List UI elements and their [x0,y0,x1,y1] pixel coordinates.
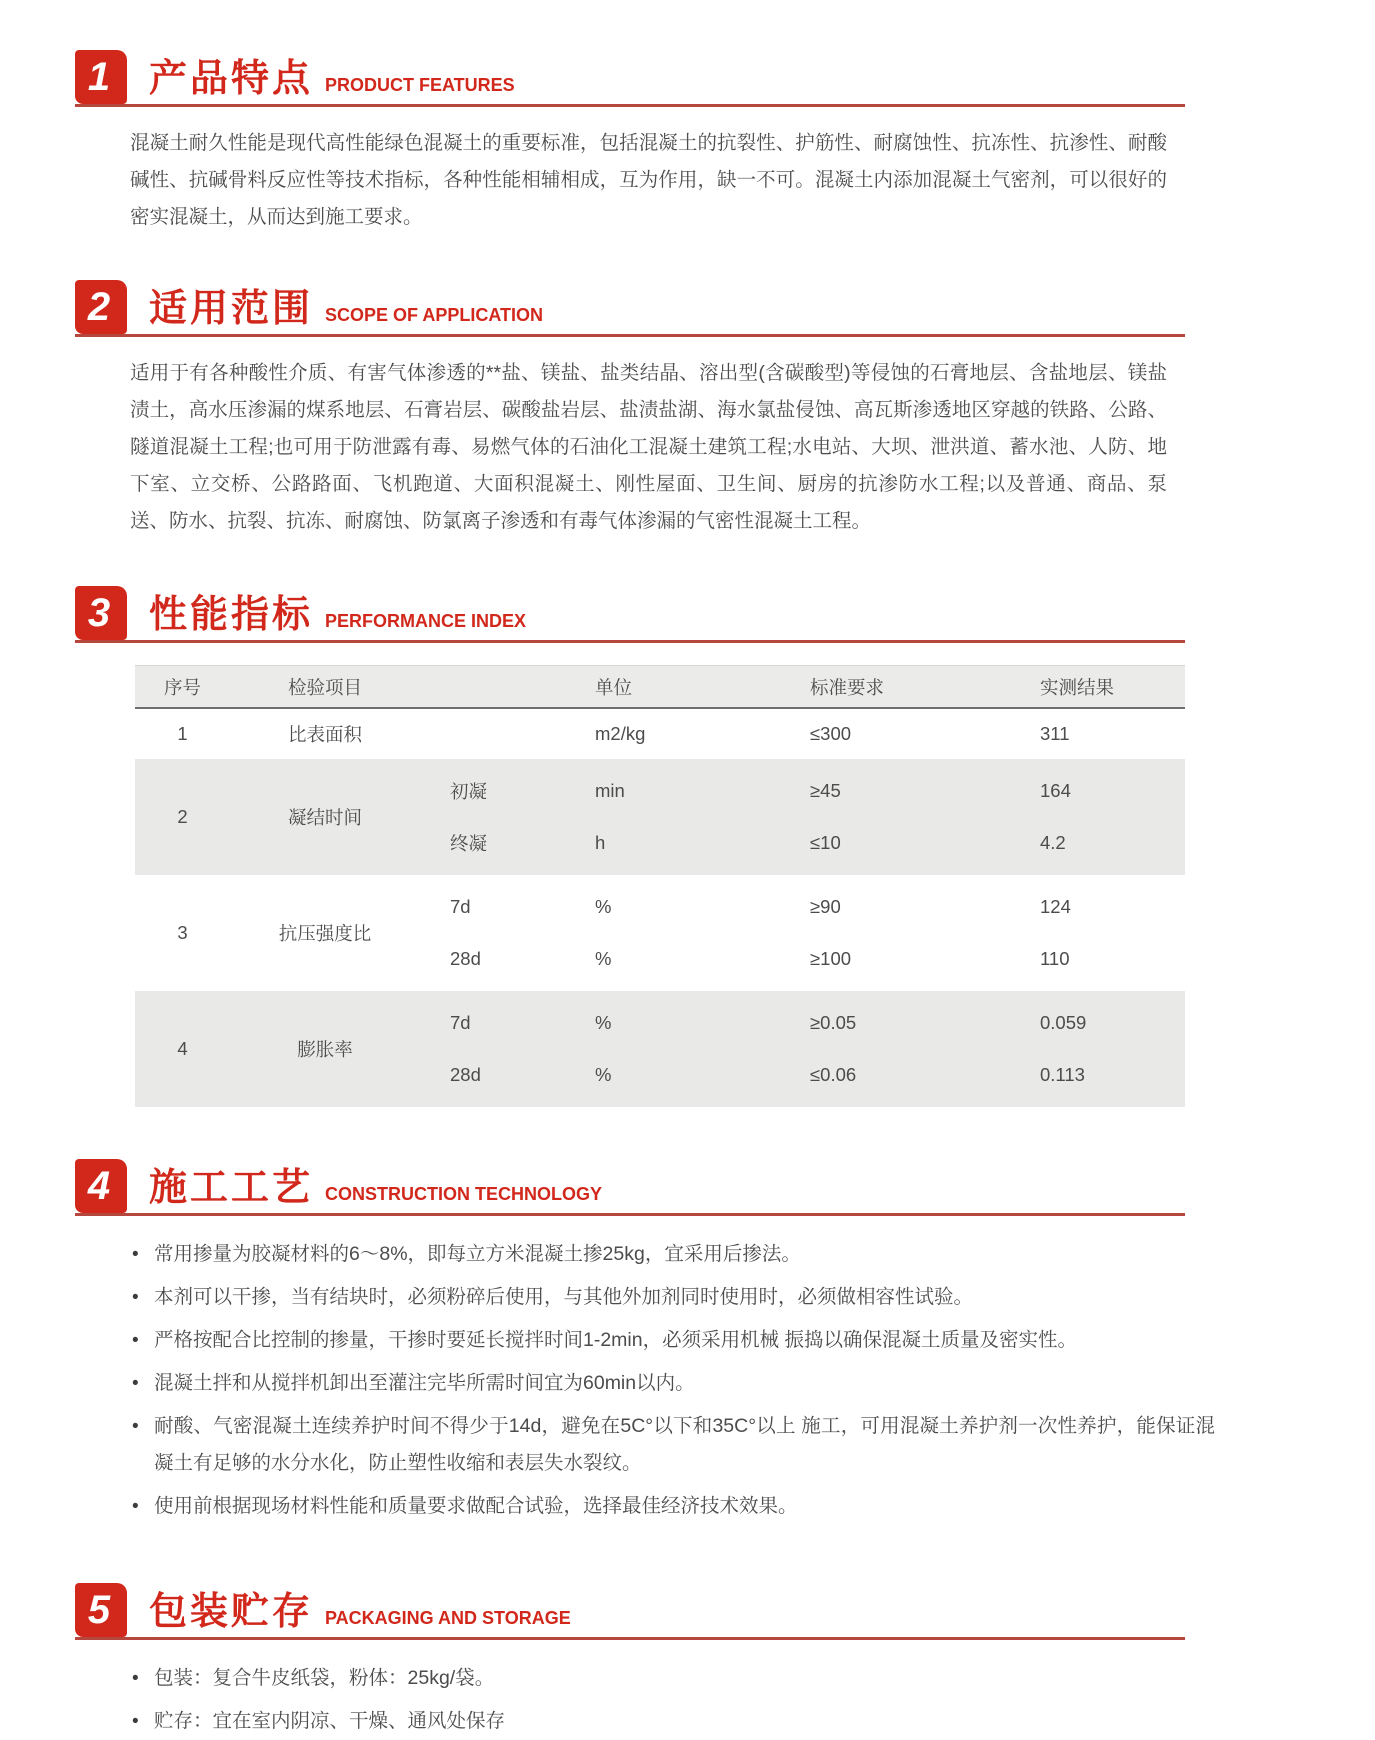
section-titles [149,1169,602,1213]
table-row [135,759,1185,875]
section-title-en: PRODUCT FEATURES [325,75,515,95]
header-item: 检验项目 [287,676,362,698]
section-construction-technology [75,1159,1215,1525]
cell-unit: % [595,948,612,969]
table-header-row [135,665,1185,709]
construction-bullet-list [130,1236,1215,1525]
header-result: 实测结果 [1040,676,1115,698]
cell-sub: 28d [450,1064,481,1085]
section-number: 1 [87,55,111,99]
cell-standard: ≥0.05 [810,1012,857,1033]
section-header [75,50,1185,107]
section-title-zh: 产品特点 [149,58,314,100]
list-item: • 使用前根据现场材料性能和质量要求做配合试验，选择最佳经济技术效果。 [130,1488,1215,1525]
cell-no: 3 [177,922,188,943]
section-header [75,280,1185,337]
cell-standard: ≤300 [810,723,852,744]
cell-sub: 7d [450,1012,471,1033]
table-row [135,709,1185,759]
cell-standard: ≤0.06 [810,1064,857,1085]
header-no: 序号 [163,676,201,698]
section-header [75,1159,1185,1216]
cell-standard: ≥90 [810,896,841,917]
cell-unit: % [595,896,612,917]
section-title-zh: 性能指标 [149,594,314,636]
cell-no: 1 [177,723,188,744]
section-product-features [75,50,1185,236]
cell-unit: min [595,780,625,801]
cell-sub: 28d [450,948,481,969]
section-titles [149,596,526,640]
cell-standard: ≤10 [810,832,841,853]
section-header [75,586,1185,643]
section-paragraph: 适用于有各种酸性介质、有害气体渗透的**盐、镁盐、盐类结晶、溶出型(含碳酸型)等侵蚀的石膏地层、含盐地层、镁盐渍土，高水压渗漏的煤系地层、石膏岩层、碳酸盐岩层、盐渍盐湖、海水氯盐侵蚀、高瓦斯渗透地区穿越的铁路、公路、隧道混凝土工程;也可用于防泄露有毒、易燃气体的石油化工混凝土建筑工程;水电站、大坝、泄洪道、蓄水池、人防、地下室、立交桥、公路路面、飞机跑道、大面积混凝土、刚性屋面、卫生间、厨房的抗渗防水工程;以及普通、商品、泵送、防水、抗裂、抗冻、耐腐蚀、防氯离子渗透和有毒气体渗漏的气密性混凝土工程。 [130,362,1167,532]
cell-result: 4.2 [1040,832,1066,853]
cell-unit: % [595,1012,612,1033]
table-subrow [420,1049,1375,1101]
section-title-en: CONSTRUCTION TECHNOLOGY [325,1184,603,1204]
section-number-badge [75,50,127,104]
cell-result: 311 [1040,723,1070,744]
section-paragraph: 混凝土耐久性能是现代高性能绿色混凝土的重要标准，包括混凝土的抗裂性、护筋性、耐腐蚀性、抗冻性、抗渗性、耐酸碱性、抗碱骨料反应性等技术指标，各种性能相辅相成，互为作用，缺一不可。混凝土内添加混凝土气密剂，可以很好的密实混凝土，从而达到施工要求。 [130,132,1167,228]
section-title-en: PERFORMANCE INDEX [325,611,527,631]
cell-item: 抗压强度比 [278,923,372,944]
cell-standard: ≥100 [810,948,852,969]
cell-no: 2 [177,806,188,827]
cell-subgroup [420,765,1375,869]
cell-result: 124 [1040,896,1071,917]
section-number: 5 [87,1588,111,1632]
cell-unit: h [595,832,606,853]
section-number-badge [75,586,127,640]
list-item: • 常用掺量为胶凝材料的6～8%，即每立方米混凝土掺25kg，宜采用后掺法。 [130,1236,1215,1273]
table-subrow [420,997,1375,1049]
cell-sub: 初凝 [450,781,488,802]
header-unit: 单位 [595,676,633,698]
list-item: • 混凝土拌和从搅拌机卸出至灌注完毕所需时间宜为60min以内。 [130,1365,1215,1402]
table-subrow [420,765,1375,817]
section-number: 2 [87,285,111,329]
list-item: • 本剂可以干掺，当有结块时，必须粉碎后使用，与其他外加剂同时使用时，必须做相容性试验。 [130,1279,1215,1316]
section-title-en: SCOPE OF APPLICATION [325,305,544,325]
packaging-bullet-list [130,1660,1215,1740]
cell-item: 凝结时间 [287,807,362,828]
section-number-badge [75,280,127,334]
list-item: • 耐酸、气密混凝土连续养护时间不得少于14d，避免在5C°以下和35C°以上 施工，可用混凝土养护剂一次性养护，能保证混凝土有足够的水分水化，防止塑性收缩和表层失水裂纹。 [130,1408,1215,1482]
section-performance-index [75,586,1185,1107]
section-titles [149,1593,571,1637]
cell-item: 膨胀率 [297,1039,353,1060]
cell-subgroup [420,881,1375,985]
cell-no: 4 [177,1038,188,1059]
table-row [135,875,1185,991]
list-item: • 严格按配合比控制的掺量，干掺时要延长搅拌时间1-2min，必须采用机械 振捣以确保混凝土质量及密实性。 [130,1322,1215,1359]
cell-subgroup [420,997,1375,1101]
section-number-badge [75,1159,127,1213]
section-number: 4 [87,1164,111,1208]
cell-result: 164 [1040,780,1071,801]
section-titles [149,60,515,104]
cell-sub: 7d [450,896,471,917]
section-title-zh: 包装贮存 [149,1591,314,1633]
performance-table [135,665,1185,1107]
section-title-zh: 适用范围 [149,288,314,330]
section-number-badge [75,1583,127,1637]
header-standard: 标准要求 [810,676,885,698]
cell-standard: ≥45 [810,780,841,801]
section-title-zh: 施工工艺 [149,1167,314,1209]
section-title-en: PACKAGING AND STORAGE [325,1608,571,1628]
table-subrow [420,933,1375,985]
cell-result: 110 [1040,948,1070,969]
cell-unit: m2/kg [595,723,646,744]
section-scope-of-application [75,280,1185,540]
table-subrow [420,881,1375,933]
section-number: 3 [87,591,111,635]
table-subrow [420,817,1375,869]
cell-result: 0.059 [1040,1012,1087,1033]
list-item: • 贮存：宜在室内阴凉、干燥、通风处保存 [130,1703,1215,1740]
table-row [135,991,1185,1107]
section-titles [149,290,543,334]
cell-item: 比表面积 [287,724,362,745]
cell-result: 0.113 [1040,1064,1085,1085]
section-header [75,1583,1185,1640]
cell-unit: % [595,1064,612,1085]
cell-sub: 终凝 [450,833,488,854]
section-packaging-storage [75,1583,1185,1740]
list-item: • 包装：复合牛皮纸袋，粉体：25kg/袋。 [130,1660,1215,1697]
